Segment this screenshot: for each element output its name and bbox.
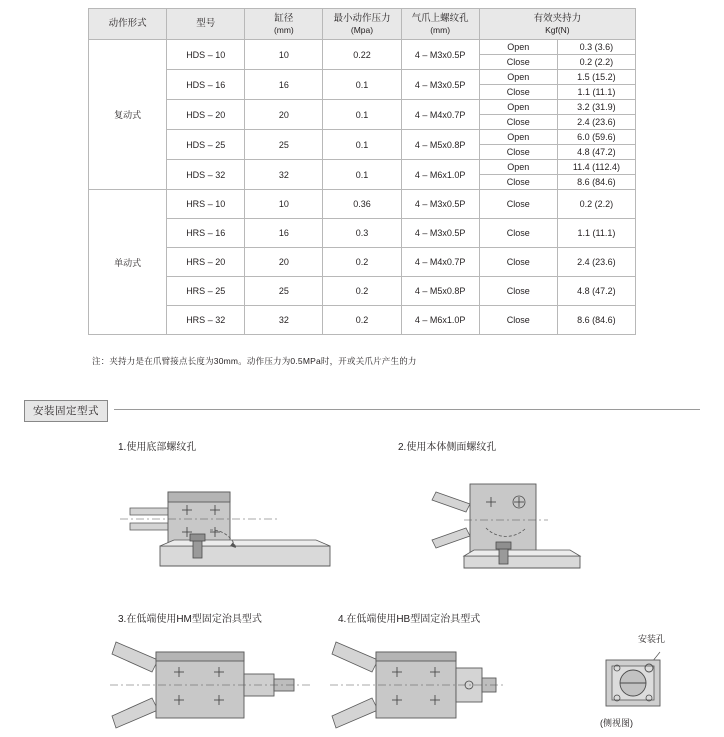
figure-2-caption: 2.使用本体侧面螺纹孔 bbox=[398, 442, 497, 453]
figure-1-bottom-thread-mount bbox=[120, 470, 350, 575]
figure-2-side-thread-mount bbox=[430, 470, 600, 575]
cell-min-pressure: 0.1 bbox=[323, 160, 401, 190]
cell-model: HRS – 20 bbox=[167, 248, 245, 277]
col-header-action-type: 动作形式 bbox=[89, 9, 167, 40]
cell-thread: 4 – M6x1.0P bbox=[401, 160, 479, 190]
cell-model: HDS – 25 bbox=[167, 130, 245, 160]
table-row bbox=[89, 248, 636, 277]
table-row bbox=[89, 277, 636, 306]
table-header bbox=[89, 9, 636, 40]
cell-min-pressure: 0.2 bbox=[323, 306, 401, 335]
figure-4-hb-fixture-mount bbox=[330, 638, 510, 733]
mounting-hole-label: 安装孔 bbox=[638, 634, 666, 644]
cell-min-pressure: 0.2 bbox=[323, 277, 401, 306]
cell-open-close-state: Open bbox=[479, 100, 557, 115]
table-row bbox=[89, 160, 636, 175]
cell-open-close-state: Close bbox=[479, 145, 557, 160]
cell-bore: 25 bbox=[245, 130, 323, 160]
cell-min-pressure: 0.22 bbox=[323, 40, 401, 70]
cell-gripping-force: 1.1 (11.1) bbox=[557, 219, 635, 248]
cell-open-close-state: Open bbox=[479, 130, 557, 145]
table-row bbox=[89, 40, 636, 55]
table-row bbox=[89, 219, 636, 248]
cell-min-pressure: 0.3 bbox=[323, 219, 401, 248]
cell-model: HDS – 10 bbox=[167, 40, 245, 70]
cell-open-close-state: Open bbox=[479, 70, 557, 85]
cell-model: HDS – 32 bbox=[167, 160, 245, 190]
cell-open-close-state: Open bbox=[479, 160, 557, 175]
cell-open-close-state: Close bbox=[479, 175, 557, 190]
col-header-thread: 气爪上螺纹孔 (mm) bbox=[401, 9, 479, 40]
cell-open-close-state: Close bbox=[479, 219, 557, 248]
section-divider bbox=[114, 409, 700, 410]
cell-bore: 10 bbox=[245, 190, 323, 219]
cell-model: HRS – 25 bbox=[167, 277, 245, 306]
cell-bore: 20 bbox=[245, 248, 323, 277]
cell-gripping-force: 2.4 (23.6) bbox=[557, 115, 635, 130]
cell-thread: 4 – M5x0.8P bbox=[401, 277, 479, 306]
cell-open-close-state: Open bbox=[479, 40, 557, 55]
table-row bbox=[89, 100, 636, 115]
cell-action-type: 单动式 bbox=[89, 190, 167, 335]
spec-table-wrapper bbox=[88, 8, 636, 335]
table-row bbox=[89, 130, 636, 145]
cell-model: HDS – 16 bbox=[167, 70, 245, 100]
cell-thread: 4 – M4x0.7P bbox=[401, 248, 479, 277]
cell-thread: 4 – M3x0.5P bbox=[401, 190, 479, 219]
cell-bore: 32 bbox=[245, 306, 323, 335]
cell-open-close-state: Close bbox=[479, 248, 557, 277]
cell-gripping-force: 11.4 (112.4) bbox=[557, 160, 635, 175]
figure-3-caption: 3.在低端使用HM型固定治具型式 bbox=[118, 614, 262, 625]
cell-thread: 4 – M3x0.5P bbox=[401, 40, 479, 70]
cell-model: HRS – 32 bbox=[167, 306, 245, 335]
cell-thread: 4 – M6x1.0P bbox=[401, 306, 479, 335]
table-row bbox=[89, 190, 636, 219]
cell-min-pressure: 0.36 bbox=[323, 190, 401, 219]
cell-gripping-force: 1.5 (15.2) bbox=[557, 70, 635, 85]
cell-thread: 4 – M3x0.5P bbox=[401, 70, 479, 100]
table-body bbox=[89, 40, 636, 335]
figure-3-hm-fixture-mount bbox=[110, 638, 320, 733]
cell-gripping-force: 4.8 (47.2) bbox=[557, 277, 635, 306]
figure-4-caption: 4.在低端使用HB型固定治具型式 bbox=[338, 614, 481, 625]
cell-bore: 25 bbox=[245, 277, 323, 306]
specification-table bbox=[88, 8, 636, 335]
cell-bore: 16 bbox=[245, 70, 323, 100]
cell-bore: 10 bbox=[245, 40, 323, 70]
cell-bore: 20 bbox=[245, 100, 323, 130]
cell-action-type: 复动式 bbox=[89, 40, 167, 190]
section-mounting-header bbox=[24, 400, 700, 418]
figure-1-caption: 1.使用底部螺纹孔 bbox=[118, 442, 197, 453]
cell-gripping-force: 0.3 (3.6) bbox=[557, 40, 635, 55]
cell-min-pressure: 0.1 bbox=[323, 70, 401, 100]
cell-open-close-state: Close bbox=[479, 190, 557, 219]
side-view-caption: (侧视图) bbox=[600, 718, 633, 728]
cell-gripping-force: 0.2 (2.2) bbox=[557, 55, 635, 70]
col-header-gripping-force: 有效夹持力 Kgf(N) bbox=[479, 9, 635, 40]
cell-model: HDS – 20 bbox=[167, 100, 245, 130]
col-header-bore: 缸径 (mm) bbox=[245, 9, 323, 40]
cell-gripping-force: 8.6 (84.6) bbox=[557, 306, 635, 335]
cell-gripping-force: 0.2 (2.2) bbox=[557, 190, 635, 219]
table-note: 注：夹持力是在爪臂接点长度为30mm。动作压力为0.5MPa时，开或关爪片产生的力 bbox=[92, 356, 417, 366]
cell-gripping-force: 3.2 (31.9) bbox=[557, 100, 635, 115]
table-row bbox=[89, 70, 636, 85]
cell-open-close-state: Close bbox=[479, 115, 557, 130]
cell-model: HRS – 16 bbox=[167, 219, 245, 248]
cell-model: HRS – 10 bbox=[167, 190, 245, 219]
table-header-row bbox=[89, 9, 636, 40]
cell-gripping-force: 8.6 (84.6) bbox=[557, 175, 635, 190]
col-header-model: 型号 bbox=[167, 9, 245, 40]
cell-gripping-force: 4.8 (47.2) bbox=[557, 145, 635, 160]
cell-open-close-state: Close bbox=[479, 277, 557, 306]
cell-bore: 16 bbox=[245, 219, 323, 248]
cell-gripping-force: 6.0 (59.6) bbox=[557, 130, 635, 145]
cell-open-close-state: Close bbox=[479, 306, 557, 335]
cell-gripping-force: 1.1 (11.1) bbox=[557, 85, 635, 100]
cell-gripping-force: 2.4 (23.6) bbox=[557, 248, 635, 277]
cell-bore: 32 bbox=[245, 160, 323, 190]
cell-min-pressure: 0.1 bbox=[323, 130, 401, 160]
cell-open-close-state: Close bbox=[479, 55, 557, 70]
figure-side-view bbox=[598, 648, 690, 714]
table-row bbox=[89, 306, 636, 335]
cell-thread: 4 – M3x0.5P bbox=[401, 219, 479, 248]
section-title: 安装固定型式 bbox=[24, 400, 108, 422]
col-header-min-pressure: 最小动作压力 (Mpa) bbox=[323, 9, 401, 40]
cell-thread: 4 – M5x0.8P bbox=[401, 130, 479, 160]
cell-min-pressure: 0.1 bbox=[323, 100, 401, 130]
cell-min-pressure: 0.2 bbox=[323, 248, 401, 277]
cell-open-close-state: Close bbox=[479, 85, 557, 100]
cell-thread: 4 – M4x0.7P bbox=[401, 100, 479, 130]
